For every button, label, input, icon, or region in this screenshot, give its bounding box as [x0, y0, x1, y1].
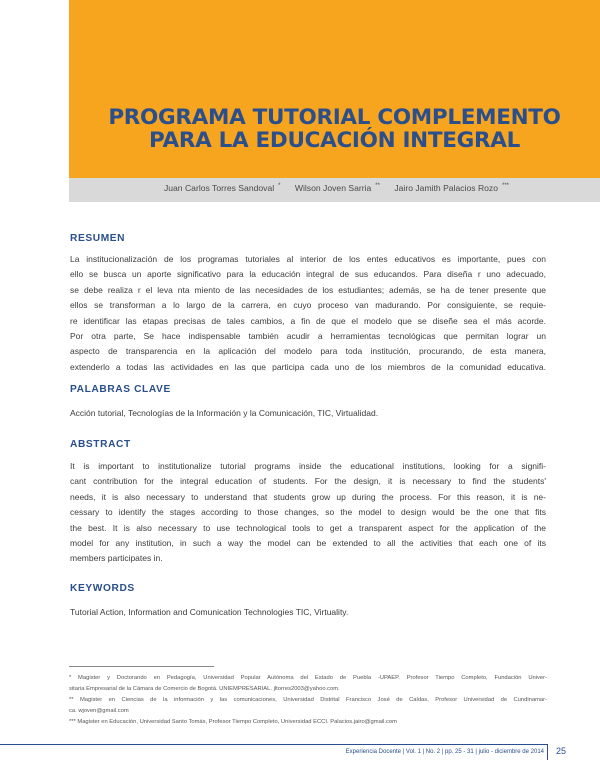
text-line: aspecto de transparencia en la aplicación del modelo para toda institución, procurando, de esta manera, [70, 346, 546, 357]
text-line: It is important to institutionalize tutorial programs inside the educational institutions, looking for a signifi- [70, 461, 546, 471]
text-line: ello se busca un aporte significativo para la educación integral de sus educandos. Para diseña r uno adecuado, [70, 269, 546, 280]
text-line: ellos se transforman a lo largo de la carrera, en cuyo proceso van madurando. Por consiguiente, se requie- [70, 300, 546, 311]
text-line: cessary to identify the stages according to those changes, so the model to design would be the one that fits [70, 507, 546, 518]
footer-rule [0, 744, 547, 745]
article-title [69, 106, 600, 152]
author [291, 183, 380, 193]
resumen-paragraph [70, 252, 546, 375]
title-line: PARA LA EDUCACIÓN INTEGRAL [149, 128, 520, 153]
author [160, 183, 281, 193]
text-line: Por otra parte, Se hace indispensable también acudir a herramientas tecnológicas que permitan lograr un [70, 331, 546, 342]
author-name: Jairo Jamith Palacios Rozo [394, 183, 499, 193]
footnote-mark: *** [502, 183, 510, 190]
page-number-box [547, 744, 600, 760]
text-line: extenderlo a todas las actividades en las que participa cada uno de los miembros de la comunidad educativa. [70, 361, 546, 372]
keywords-heading: KEYWORDS [70, 583, 135, 594]
resumen-heading: RESUMEN [70, 233, 126, 244]
text-line: needs, it is also necessary to understand that students grow up during the process. For this reason, it is ne- [70, 491, 546, 502]
keywords-text: Tutorial Action, Information and Comunication Technologies TIC, Virtuality. [70, 607, 349, 617]
footnote-line: ** Magister en Ciencias de la información y las comunicaciones, Universidad Distrital Francisco José de Caldas, Profesor Universidad de Cundinamar- [69, 697, 547, 703]
text-line: model for any institution, in such a way the model can be extended to all the activities that each one of its [70, 538, 546, 549]
text-line: La institucionalización de los programas tutoriales al interior de los entes educativos es importante, pues con [70, 254, 546, 264]
author-list [69, 183, 600, 193]
footnote-line: ca. wjoven@gmail.com [69, 708, 129, 714]
footnotes [69, 673, 547, 728]
footnote-mark: * [278, 183, 281, 190]
footnote-separator [69, 666, 214, 667]
footnote-line: sitaria Empresarial de la Cámara de Comercio de Bogotá. UNIEMPRESARIAL. jltorres2003@yahoo.com. [69, 686, 340, 692]
title-line: PROGRAMA TUTORIAL COMPLEMENTO [108, 105, 561, 130]
text-line: re identificar las etapas precisas de tales cambios, a fin de que el modelo que se diseñe sea el más acorde. [70, 315, 546, 326]
footnote-line: *** Magister en Educación, Universidad Santo Tomás, Profesor Tiempo Completo, Universidad ECCI. Palacios.jairo@gmail.com [69, 719, 397, 725]
abstract-paragraph [70, 459, 546, 567]
journal-citation: Experiencia Docente | Vol. 1 | No. 2 | pp. 25 - 31 | julio - diciembre de 2014 [345, 749, 544, 755]
text-line: members participates in. [70, 553, 163, 564]
author-name: Juan Carlos Torres Sandoval [163, 183, 275, 193]
page-number: 25 [556, 746, 567, 756]
palabras-clave-heading: PALABRAS CLAVE [70, 384, 171, 395]
text-line: se debe realiza r el leva nta miento de las necesidades de los estudiantes; además, se ha de tener presente que [70, 284, 546, 295]
text-line: the best. It is also necessary to use technological tools to get a transparent aspect for the application of the [70, 522, 546, 533]
author-name: Wilson Joven Sarria [294, 183, 372, 193]
footnote-line: * Magister y Doctorando en Pedagogía, Universidad Popular Autónoma del Estado de Puebla -UPAEP. Profesor Tiempo Completo, Fundación Univer- [69, 675, 547, 681]
palabras-clave-text: Acción tutorial, Tecnologías de la Información y la Comunicación, TIC, Virtualidad. [70, 408, 379, 418]
author [390, 183, 509, 193]
abstract-heading: ABSTRACT [70, 439, 131, 450]
text-line: cant contribution for the integral education of students. For the design, it is necessary to find the students' [70, 476, 546, 487]
footnote-mark: ** [375, 183, 380, 190]
